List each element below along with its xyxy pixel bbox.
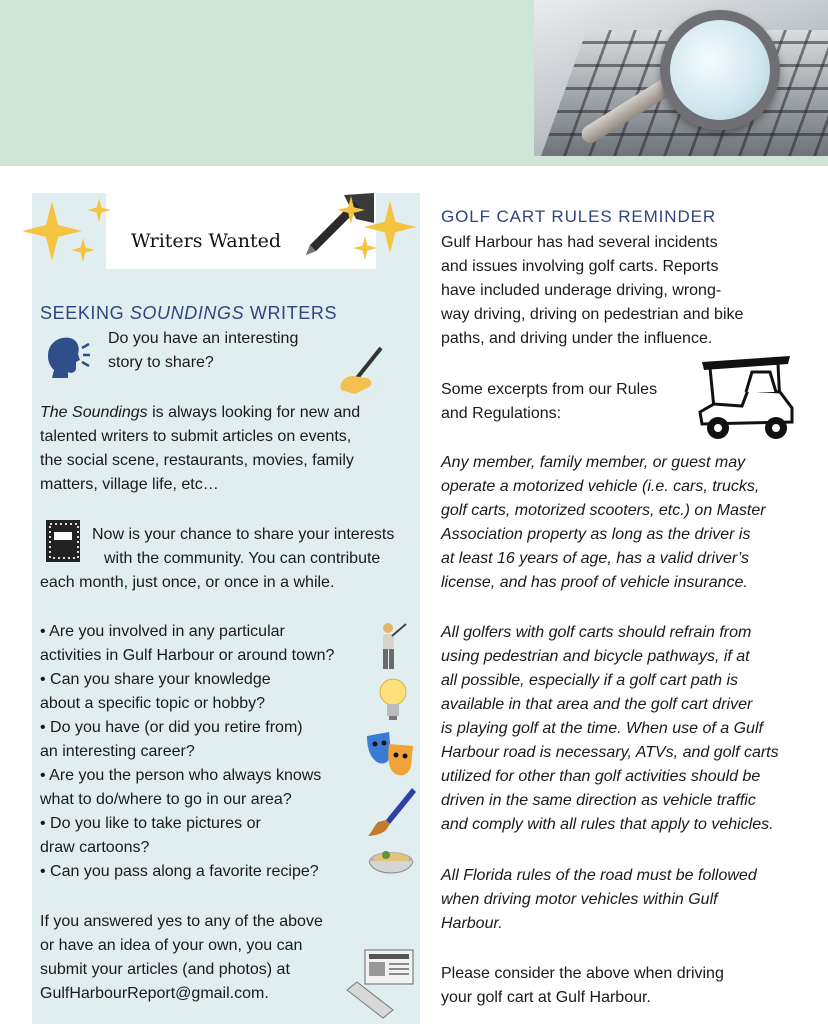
speaking-head-icon [44,334,90,378]
bullet-line: about a specific topic or hobby? [40,695,266,712]
closing-line: Please consider the above when driving [441,965,724,982]
intro-line: Gulf Harbour has had several incidents [441,234,718,251]
closing-line: submit your articles (and photos) at [40,961,290,978]
intro-line: and issues involving golf carts. Reports [441,258,719,275]
golf-cart-icon [696,352,796,444]
sparkle-icon [352,235,378,261]
bullet-line: • Can you pass along a favorite recipe? [40,863,319,880]
para1-line: The Soundings is always looking for new and [40,404,361,421]
rule1-line: Association property as long as the driver is [441,526,751,543]
bullet-line: • Do you like to take pictures or [40,815,261,832]
intro-line: have included underage driving, wrong- [441,282,722,299]
newspaper-icon [343,946,417,1022]
rule2-line: is playing golf at the time. When use of a Gulf [441,720,763,737]
email-address: GulfHarbourReport@gmail.com. [40,985,269,1002]
rule3-line: when driving motor vehicles within Gulf [441,891,718,908]
para1-line: the social scene, restaurants, movies, family [40,452,354,469]
excerpt-line: and Regulations: [441,405,562,422]
writing-hand-icon [337,346,389,396]
rule1-line: Any member, family member, or guest may [441,454,746,471]
rule1-line: golf carts, motorized scooters, etc.) on Master [441,502,766,519]
golfer-icon [372,622,408,672]
excerpt-line: Some excerpts from our Rules [441,381,658,398]
para2-line: with the community. You can contribute [104,550,381,567]
writers-wanted-title: Writers Wanted [130,230,282,252]
para1-line: talented writers to submit articles on events, [40,428,352,445]
closing-line: If you answered yes to any of the above [40,913,323,930]
closing-line: or have an idea of your own, you can [40,937,303,954]
rule1-line: operate a motorized vehicle (i.e. cars, trucks, [441,478,760,495]
rule2-line: driven in the same direction as vehicle traffic [441,792,756,809]
rule2-line: all possible, especially if a golf cart path is [441,672,739,689]
bullet-line: activities in Gulf Harbour or around town? [40,647,335,664]
bullet-line: an interesting career? [40,743,195,760]
intro-line: paths, and driving under the influence. [441,330,713,347]
writers-wanted-panel [32,193,420,1024]
rule1-line: at least 16 years of age, has a valid driver’s [441,550,750,567]
rule3-line: All Florida rules of the road must be followed [441,867,757,884]
bullet-line: • Are you the person who always knows [40,767,322,784]
paintbrush-icon [366,786,416,838]
para2-line: each month, just once, or once in a while. [40,574,335,591]
closing-line: your golf cart at Gulf Harbour. [441,989,651,1006]
para1-line: matters, village life, etc… [40,476,219,493]
bullet-line: • Are you involved in any particular [40,623,285,640]
notebook-icon [44,518,82,564]
lightbulb-icon [378,678,408,724]
bowl-icon [366,845,416,885]
golf-cart-heading: GOLF CART RULES REMINDER [441,207,717,226]
rule2-line: utilized for other than golf activities should be [441,768,761,785]
intro-line: Do you have an interesting [108,330,299,347]
rule2-line: using pedestrian and bicycle pathways, if at [441,648,750,665]
sparkle-icon [70,237,96,263]
intro-line: way driving, driving on pedestrian and bike [441,306,744,323]
rule2-line: and comply with all rules that apply to vehicles. [441,816,774,833]
rule2-line: All golfers with golf carts should refrain from [441,624,752,641]
bullet-line: • Do you have (or did you retire from) [40,719,303,736]
bullet-line: draw cartoons? [40,839,150,856]
bullet-line: what to do/where to go in our area? [40,791,292,808]
theater-masks-icon [365,730,417,780]
bullet-line: • Can you share your knowledge [40,671,271,688]
seeking-writers-heading: SEEKING SOUNDINGS WRITERS [40,303,338,323]
intro-line: story to share? [108,354,214,371]
rule3-line: Harbour. [441,915,503,932]
para2-line: Now is your chance to share your interests [92,526,395,543]
rule1-line: license, and has proof of vehicle insurance. [441,574,748,591]
magnifying-glass-keyboard-photo [534,0,828,156]
sparkle-icon [86,197,112,223]
rule2-line: Harbour road is necessary, ATVs, and golf carts [441,744,779,761]
rule2-line: available in that area and the golf cart driver [441,696,753,713]
